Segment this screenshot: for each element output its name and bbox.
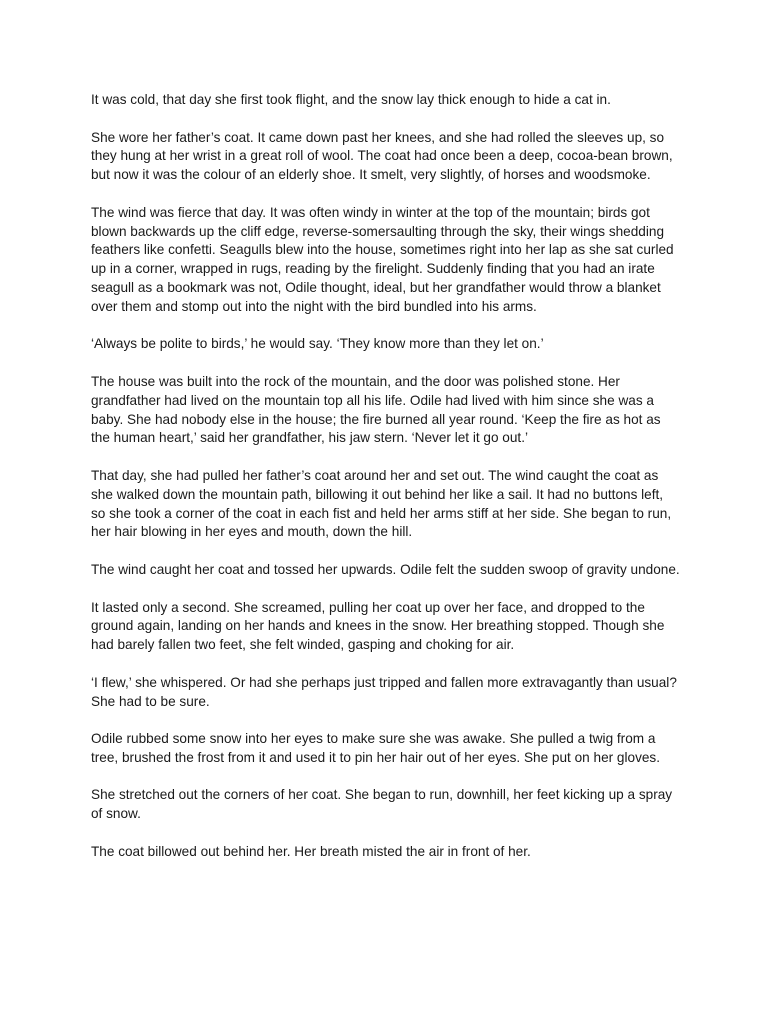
paragraph-3: The wind was fierce that day. It was often windy in winter at the top of the mountain; birds got blown backwards up the cliff edge, reverse-somersaulting through the sky, their wings shedding feathers like confetti. Seagulls blew into the house, sometimes right into her lap as she sat curled up in a corner, wrapped in rugs, reading by the firelight. Suddenly finding that you had an irate seagull as a bookmark was not, Odile thought, ideal, but her grandfather would throw a blanket over them and stomp out into the night with the bird bundled into his arms. [91,204,674,314]
paragraph-6: That day, she had pulled her father’s coat around her and set out. The wind caught the coat as she walked down the mountain path, billowing it out behind her like a sail. It had no buttons left, so she took a corner of the coat in each fist and held her arms stiff at her side. She began to run, her hair blowing in her eyes and mouth, down the hill. [91,467,672,540]
paragraph-7: The wind caught her coat and tossed her upwards. Odile felt the sudden swoop of gravity undone. [91,561,680,577]
paragraph-2: She wore her father’s coat. It came down past her knees, and she had rolled the sleeves up, so they hung at her wrist in a great roll of wool. The coat had once been a deep, cocoa-bean brown, but now it was the colour of an elderly shoe. It smelt, very slightly, of horses and woodsmoke. [91,129,673,183]
paragraph-5: The house was built into the rock of the mountain, and the door was polished stone. Her grandfather had lived on the mountain top all his life. Odile had lived with him since she was a baby. She had nobody else in the house; the fire burned all year round. ‘Keep the fire as hot as the human heart,’ said her grandfather, his jaw stern. ‘Never let it go out.’ [91,373,661,446]
paragraph-11: She stretched out the corners of her coat. She began to run, downhill, her feet kicking up a spray of snow. [91,787,673,822]
paragraph-8: It lasted only a second. She screamed, pulling her coat up over her face, and dropped to the ground again, landing on her hands and knees in the snow. Her breathing stopped. Though she had barely fallen two feet, she felt winded, gasping and choking for air. [91,599,665,653]
document-page [91,91,681,880]
paragraph-4: ‘Always be polite to birds,’ he would say. ‘They know more than they let on.’ [91,336,544,352]
paragraph-1: It was cold, that day she first took flight, and the snow lay thick enough to hide a cat in. [91,92,611,107]
paragraph-10: Odile rubbed some snow into her eyes to make sure she was awake. She pulled a twig from a tree, brushed the frost from it and used it to pin her hair out of her eyes. She put on her gloves. [91,731,660,765]
paragraph-12: The coat billowed out behind her. Her breath misted the air in front of her. [91,843,531,859]
paragraph-9: ‘I flew,’ she whispered. Or had she perhaps just tripped and fallen more extravagantly than usual? She had to be sure. [91,674,677,709]
